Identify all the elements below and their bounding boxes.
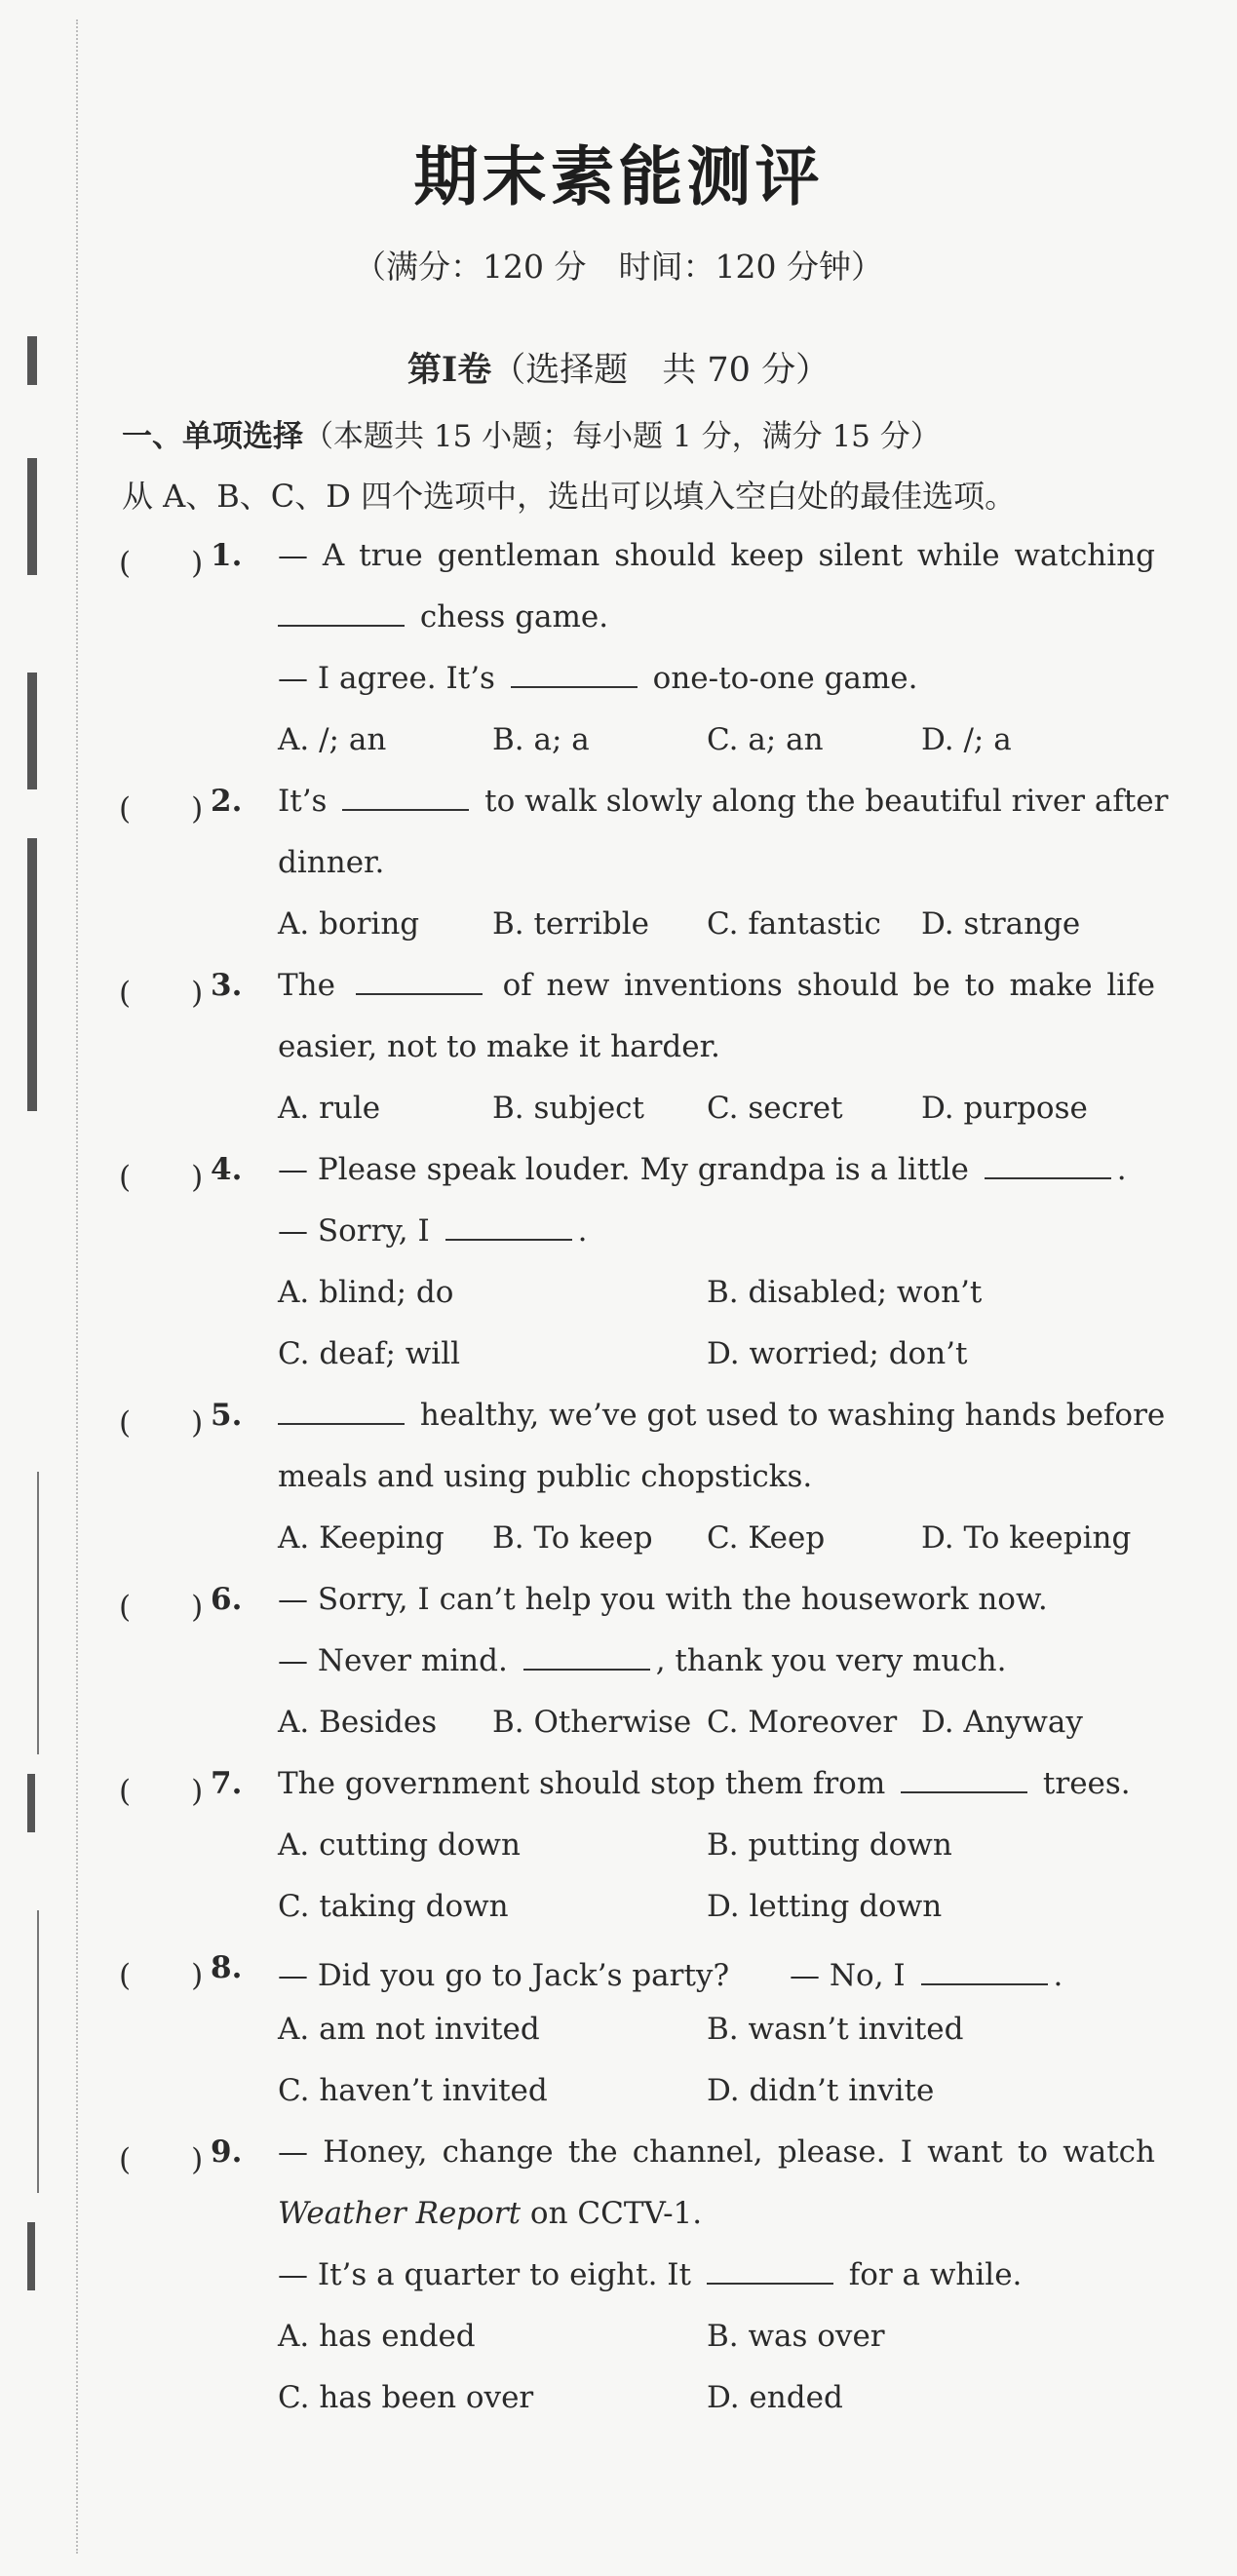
margin-mark [27,673,37,789]
option-a[interactable]: A. has ended [278,2319,476,2354]
option-d[interactable]: D. ended [707,2380,843,2415]
answer-blank [278,624,405,627]
option-c[interactable]: C. has been over [278,2380,534,2415]
question-number: 5. [211,1398,243,1433]
option-a[interactable]: A. Besides [278,1705,438,1740]
option-d[interactable]: D. didn’t invite [707,2073,935,2108]
part-label: 一、单项选择 [122,419,303,454]
option-c[interactable]: C. deaf; will [278,1336,461,1371]
question-text: Weather Report on CCTV-1. [278,2196,703,2231]
option-b[interactable]: B. subject [492,1091,644,1126]
question-text: — Sorry, I can’t help you with the housework now. [278,1582,1048,1617]
question-number: 8. [211,1950,243,1985]
question-text: The of new inventions should be to make life [278,968,1155,1003]
option-a[interactable]: A. blind; do [278,1275,454,1310]
question-text: — Please speak louder. My grandpa is a little . [278,1152,1127,1187]
margin-line [37,1910,39,2193]
option-b[interactable]: B. To keep [492,1520,653,1556]
question-text: — Honey, change the channel, please. I want to watch [278,2134,1155,2170]
option-a[interactable]: A. am not invited [278,2012,540,2047]
option-b[interactable]: B. disabled; won’t [707,1275,983,1310]
margin-mark [27,838,37,1111]
section-detail: （选择题 共 70 分） [491,351,831,390]
question-number: 6. [211,1582,243,1617]
answer-paren[interactable]: ( ) [119,1958,204,1993]
option-c[interactable]: C. secret [707,1091,843,1126]
answer-blank [921,1982,1048,1985]
option-b[interactable]: B. was over [707,2319,885,2354]
part-instruction: 从 A、B、C、D 四个选项中，选出可以填入空白处的最佳选项。 [122,478,1017,515]
option-b[interactable]: B. Otherwise [492,1705,692,1740]
question-text: The government should stop them from trees. [278,1766,1131,1801]
option-a[interactable]: A. boring [278,906,420,942]
option-d[interactable]: D. worried; don’t [707,1336,968,1371]
answer-blank [523,1668,650,1671]
part-heading [122,411,941,455]
question-number: 7. [211,1766,243,1801]
question-text: — Sorry, I . [278,1213,588,1249]
section-heading [0,343,1237,392]
answer-blank [511,685,638,688]
question-number: 4. [211,1152,243,1187]
option-b[interactable]: B. wasn’t invited [707,2012,964,2047]
answer-blank [356,992,483,995]
option-c[interactable]: C. taking down [278,1889,509,1924]
option-a[interactable]: A. /; an [278,722,387,757]
answer-blank [445,1238,572,1241]
option-a[interactable]: A. cutting down [278,1827,521,1863]
option-a[interactable]: A. rule [278,1091,381,1126]
part-detail: （本题共 15 小题；每小题 1 分，满分 15 分） [303,419,941,454]
page-subtitle: （满分：120 分 时间：120 分钟） [354,248,883,286]
option-c[interactable]: C. fantastic [707,906,881,942]
question-text: — A true gentleman should keep silent while watching [278,538,1155,573]
option-b[interactable]: B. a; a [492,722,590,757]
question-text: easier, not to make it harder. [278,1029,720,1064]
option-d[interactable]: D. strange [921,906,1081,942]
margin-mark [27,2222,35,2290]
question-text: — It’s a quarter to eight. It for a while. [278,2257,1023,2292]
answer-paren[interactable]: ( ) [119,976,204,1011]
question-number: 2. [211,784,243,819]
margin-mark [27,458,37,575]
answer-blank [278,1422,405,1425]
answer-blank [985,1176,1111,1179]
answer-paren[interactable]: ( ) [119,546,204,581]
question-text: — I agree. It’s one-to-one game. [278,661,918,696]
margin-mark [27,1774,35,1832]
option-c[interactable]: C. Keep [707,1520,826,1556]
question-text: It’s to walk slowly along the beautiful river after [278,784,1169,819]
answer-blank [707,2282,833,2285]
option-c[interactable]: C. Moreover [707,1705,898,1740]
answer-paren[interactable]: ( ) [119,2142,204,2177]
option-b[interactable]: B. terrible [492,906,649,942]
question-number: 3. [211,968,243,1003]
answer-blank [342,808,469,811]
binding-dotted-line [76,19,78,2554]
answer-paren[interactable]: ( ) [119,1405,204,1441]
question-text: healthy, we’ve got used to washing hands before [278,1398,1155,1433]
answer-paren[interactable]: ( ) [119,1160,204,1195]
answer-paren[interactable]: ( ) [119,791,204,827]
option-d[interactable]: D. /; a [921,722,1012,757]
option-d[interactable]: D. To keeping [921,1520,1132,1556]
option-d[interactable]: D. purpose [921,1091,1088,1126]
option-a[interactable]: A. Keeping [278,1520,445,1556]
answer-paren[interactable]: ( ) [119,1590,204,1625]
option-d[interactable]: D. Anyway [921,1705,1083,1740]
option-b[interactable]: B. putting down [707,1827,952,1863]
question-text: meals and using public chopsticks. [278,1459,813,1494]
question-text: — Never mind. , thank you very much. [278,1643,1007,1678]
option-d[interactable]: D. letting down [707,1889,943,1924]
question-text: chess game. [278,599,1155,634]
answer-blank [901,1790,1027,1793]
question-text: dinner. [278,845,385,880]
option-c[interactable]: C. haven’t invited [278,2073,548,2108]
question-text: — Did you go to Jack’s party? — No, I . [278,1958,1063,1993]
program-title: Weather Report [278,2196,522,2231]
question-number: 9. [211,2134,243,2170]
page-title: 期末素能测评 [413,138,824,214]
section-label: 第Ⅰ卷 [406,350,492,390]
margin-line [37,1472,39,1754]
option-c[interactable]: C. a; an [707,722,824,757]
question-number: 1. [211,538,243,573]
answer-paren[interactable]: ( ) [119,1774,204,1809]
